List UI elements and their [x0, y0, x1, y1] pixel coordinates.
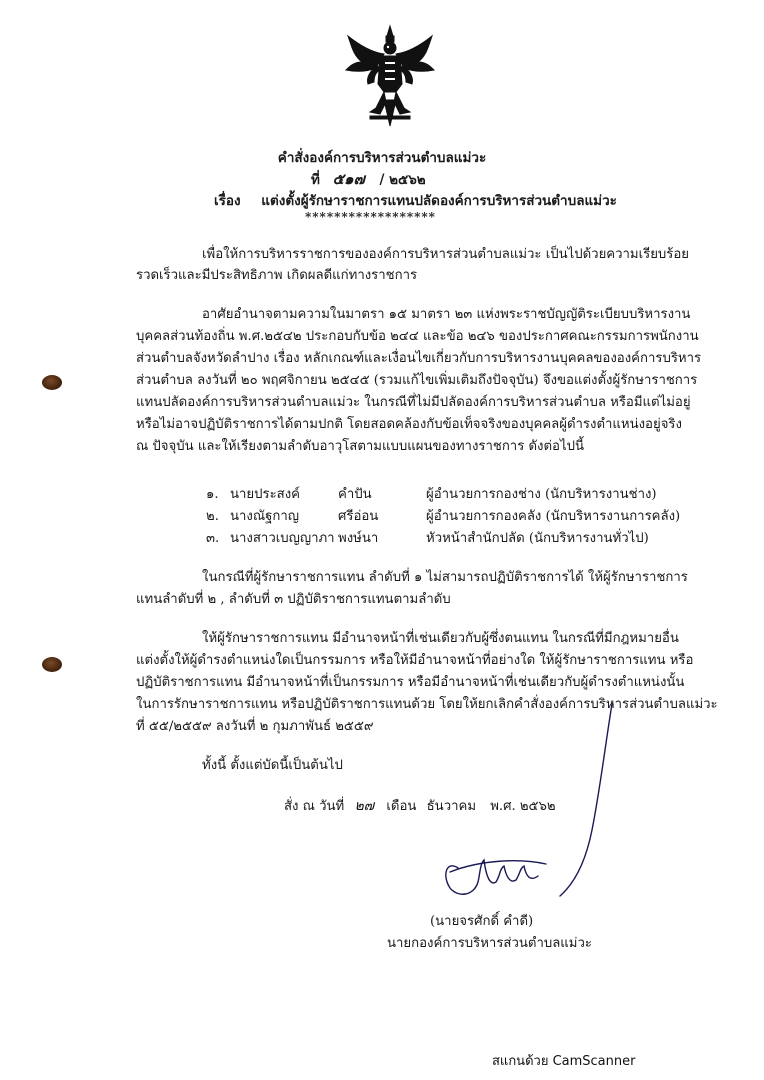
list-item-name: นายประสงค์ [230, 487, 300, 502]
para2-line-3: ส่วนตำบลจังหวัดลำปาง เรื่อง หลักเกณฑ์และเงื่อนไขเกี่ยวกับการบริหารงานบุคคลขององค์การบริหาร [136, 351, 702, 366]
signatory-title: นายกองค์การบริหารส่วนตำบลแม่วะ [387, 936, 592, 951]
subject-label: เรื่อง [214, 193, 241, 209]
para3-line-2: แทนลำดับที่ ๒ , ลำดับที่ ๓ ปฏิบัติราชการแทนตามลำดับ [136, 592, 451, 607]
order-year: / ๒๕๖๒ [379, 172, 426, 188]
list-item-surname: ศรีอ่อน [338, 509, 379, 524]
list-item-position: หัวหน้าสำนักปลัด (นักบริหารงานทั่วไป) [426, 531, 649, 546]
list-item-surname: คำปัน [338, 487, 372, 502]
effective-line: ทั้งนี้ ตั้งแต่บัดนี้เป็นต้นไป [202, 758, 343, 773]
list-item-number: ๓. [206, 531, 220, 546]
list-item-position: ผู้อำนวยการกองช่าง (นักบริหารงานช่าง) [426, 487, 657, 502]
para2-line-6: หรือไม่อาจปฏิบัติราชการได้ตามปกติ โดยสอดคล้องกับข้อเท็จจริงของบุคคลผู้ดำรงตำแหน่งอยู่จริง [136, 417, 682, 432]
list-item-surname: พงษ์นา [338, 531, 379, 546]
date-prefix: สั่ง ณ วันที่ [284, 799, 345, 814]
subject-line [214, 189, 617, 211]
para4-line-4: ในการรักษาราชการแทน หรือปฏิบัติราชการแทนด้วย โดยให้ยกเลิกคำสั่งองค์การบริหารส่วนตำบลแม่วะ [136, 697, 718, 712]
para2-line-7: ณ ปัจจุบัน และให้เรียงตามลำดับอาวุโสตามแบบแผนของทางราชการ ดังต่อไปนี้ [136, 439, 584, 454]
document-title: คำสั่งองค์การบริหารส่วนตำบลแม่วะ [277, 150, 487, 166]
para2-line-2: บุคคลส่วนท้องถิ่น พ.ศ.๒๕๔๒ ประกอบกับข้อ ๒๔๔ และข้อ ๒๔๖ ของประกาศคณะกรรมการพนักงาน [136, 329, 699, 344]
garuda-emblem-icon [340, 22, 440, 132]
stars-divider: ****************** [305, 210, 436, 224]
para2-line-1: อาศัยอำนาจตามความในมาตรา ๑๕ มาตรา ๒๓ แห่งพระราชบัญญัติระเบียบบริหารงาน [202, 307, 691, 322]
handwritten-signature-icon [400, 700, 640, 910]
list-item-name: นางสาวเบญญาภา [230, 531, 335, 546]
para1-line-2: รวดเร็วและมีประสิทธิภาพ เกิดผลดีแก่ทางราชการ [136, 268, 418, 283]
para2-line-5: แทนปลัดองค์การบริหารส่วนตำบลแม่วะ ในกรณีที่ไม่มีปลัดองค์การบริหารส่วนตำบล หรือมีแต่ไม่อยู่ [136, 395, 691, 410]
para4-line-2: แต่งตั้งให้ผู้ดำรงตำแหน่งใดเป็นกรรมการ หรือให้มีอำนาจหน้าที่อย่างใด ให้ผู้รักษาราชการแทน หรือ [136, 653, 694, 668]
punch-hole-top [42, 375, 62, 390]
para2-line-4: ส่วนตำบล ลงวันที่ ๒๐ พฤศจิกายน ๒๕๔๕ (รวมแก้ไขเพิ่มเติมถึงปัจจุบัน) จึงขอแต่งตั้งผู้รักษาราชการ [136, 373, 698, 388]
order-number: ๕๑๗ [332, 170, 365, 188]
order-prefix: ที่ [311, 172, 320, 188]
para1-line-1: เพื่อให้การบริหารราชการขององค์การบริหารส่วนตำบลแม่วะ เป็นไปด้วยความเรียบร้อย [202, 247, 690, 262]
date-month-label: เดือน [386, 799, 417, 814]
para4-line-5: ที่ ๕๕/๒๕๕๙ ลงวันที่ ๒ กุมภาพันธ์ ๒๕๕๙ [136, 719, 374, 734]
date-month: ธันวาคม [426, 799, 477, 814]
para3-line-1: ในกรณีที่ผู้รักษาราชการแทน ลำดับที่ ๑ ไม่สามารถปฏิบัติราชการได้ ให้ผู้รักษาราชการ [202, 570, 688, 585]
list-item-position: ผู้อำนวยการกองคลัง (นักบริหารงานการคลัง) [426, 509, 681, 524]
camscanner-watermark: สแกนด้วย CamScanner [492, 1054, 636, 1069]
punch-hole-bottom [42, 657, 62, 672]
subject-text: แต่งตั้งผู้รักษาราชการแทนปลัดองค์การบริหารส่วนตำบลแม่วะ [261, 193, 617, 209]
para4-line-3: ปฏิบัติราชการแทน มีอำนาจหน้าที่เป็นกรรมการ หรือมีอำนาจหน้าที่เช่นเดียวกับผู้ดำรงตำแหน่งนั้น [136, 675, 685, 690]
list-item-name: นางณัฐกาญ [230, 509, 299, 524]
list-item-number: ๑. [206, 487, 219, 502]
para4-line-1: ให้ผู้รักษาราชการแทน มีอำนาจหน้าที่เช่นเดียวกับผู้ซึ่งตนแทน ในกรณีที่มีกฎหมายอื่น [202, 631, 679, 646]
date-day: ๒๗ [354, 798, 375, 814]
order-number-line [311, 167, 426, 191]
signatory-name: (นายจรศักดิ์ คำดี) [430, 914, 534, 929]
list-item-number: ๒. [206, 509, 219, 524]
date-year: พ.ศ. ๒๕๖๒ [490, 799, 556, 814]
